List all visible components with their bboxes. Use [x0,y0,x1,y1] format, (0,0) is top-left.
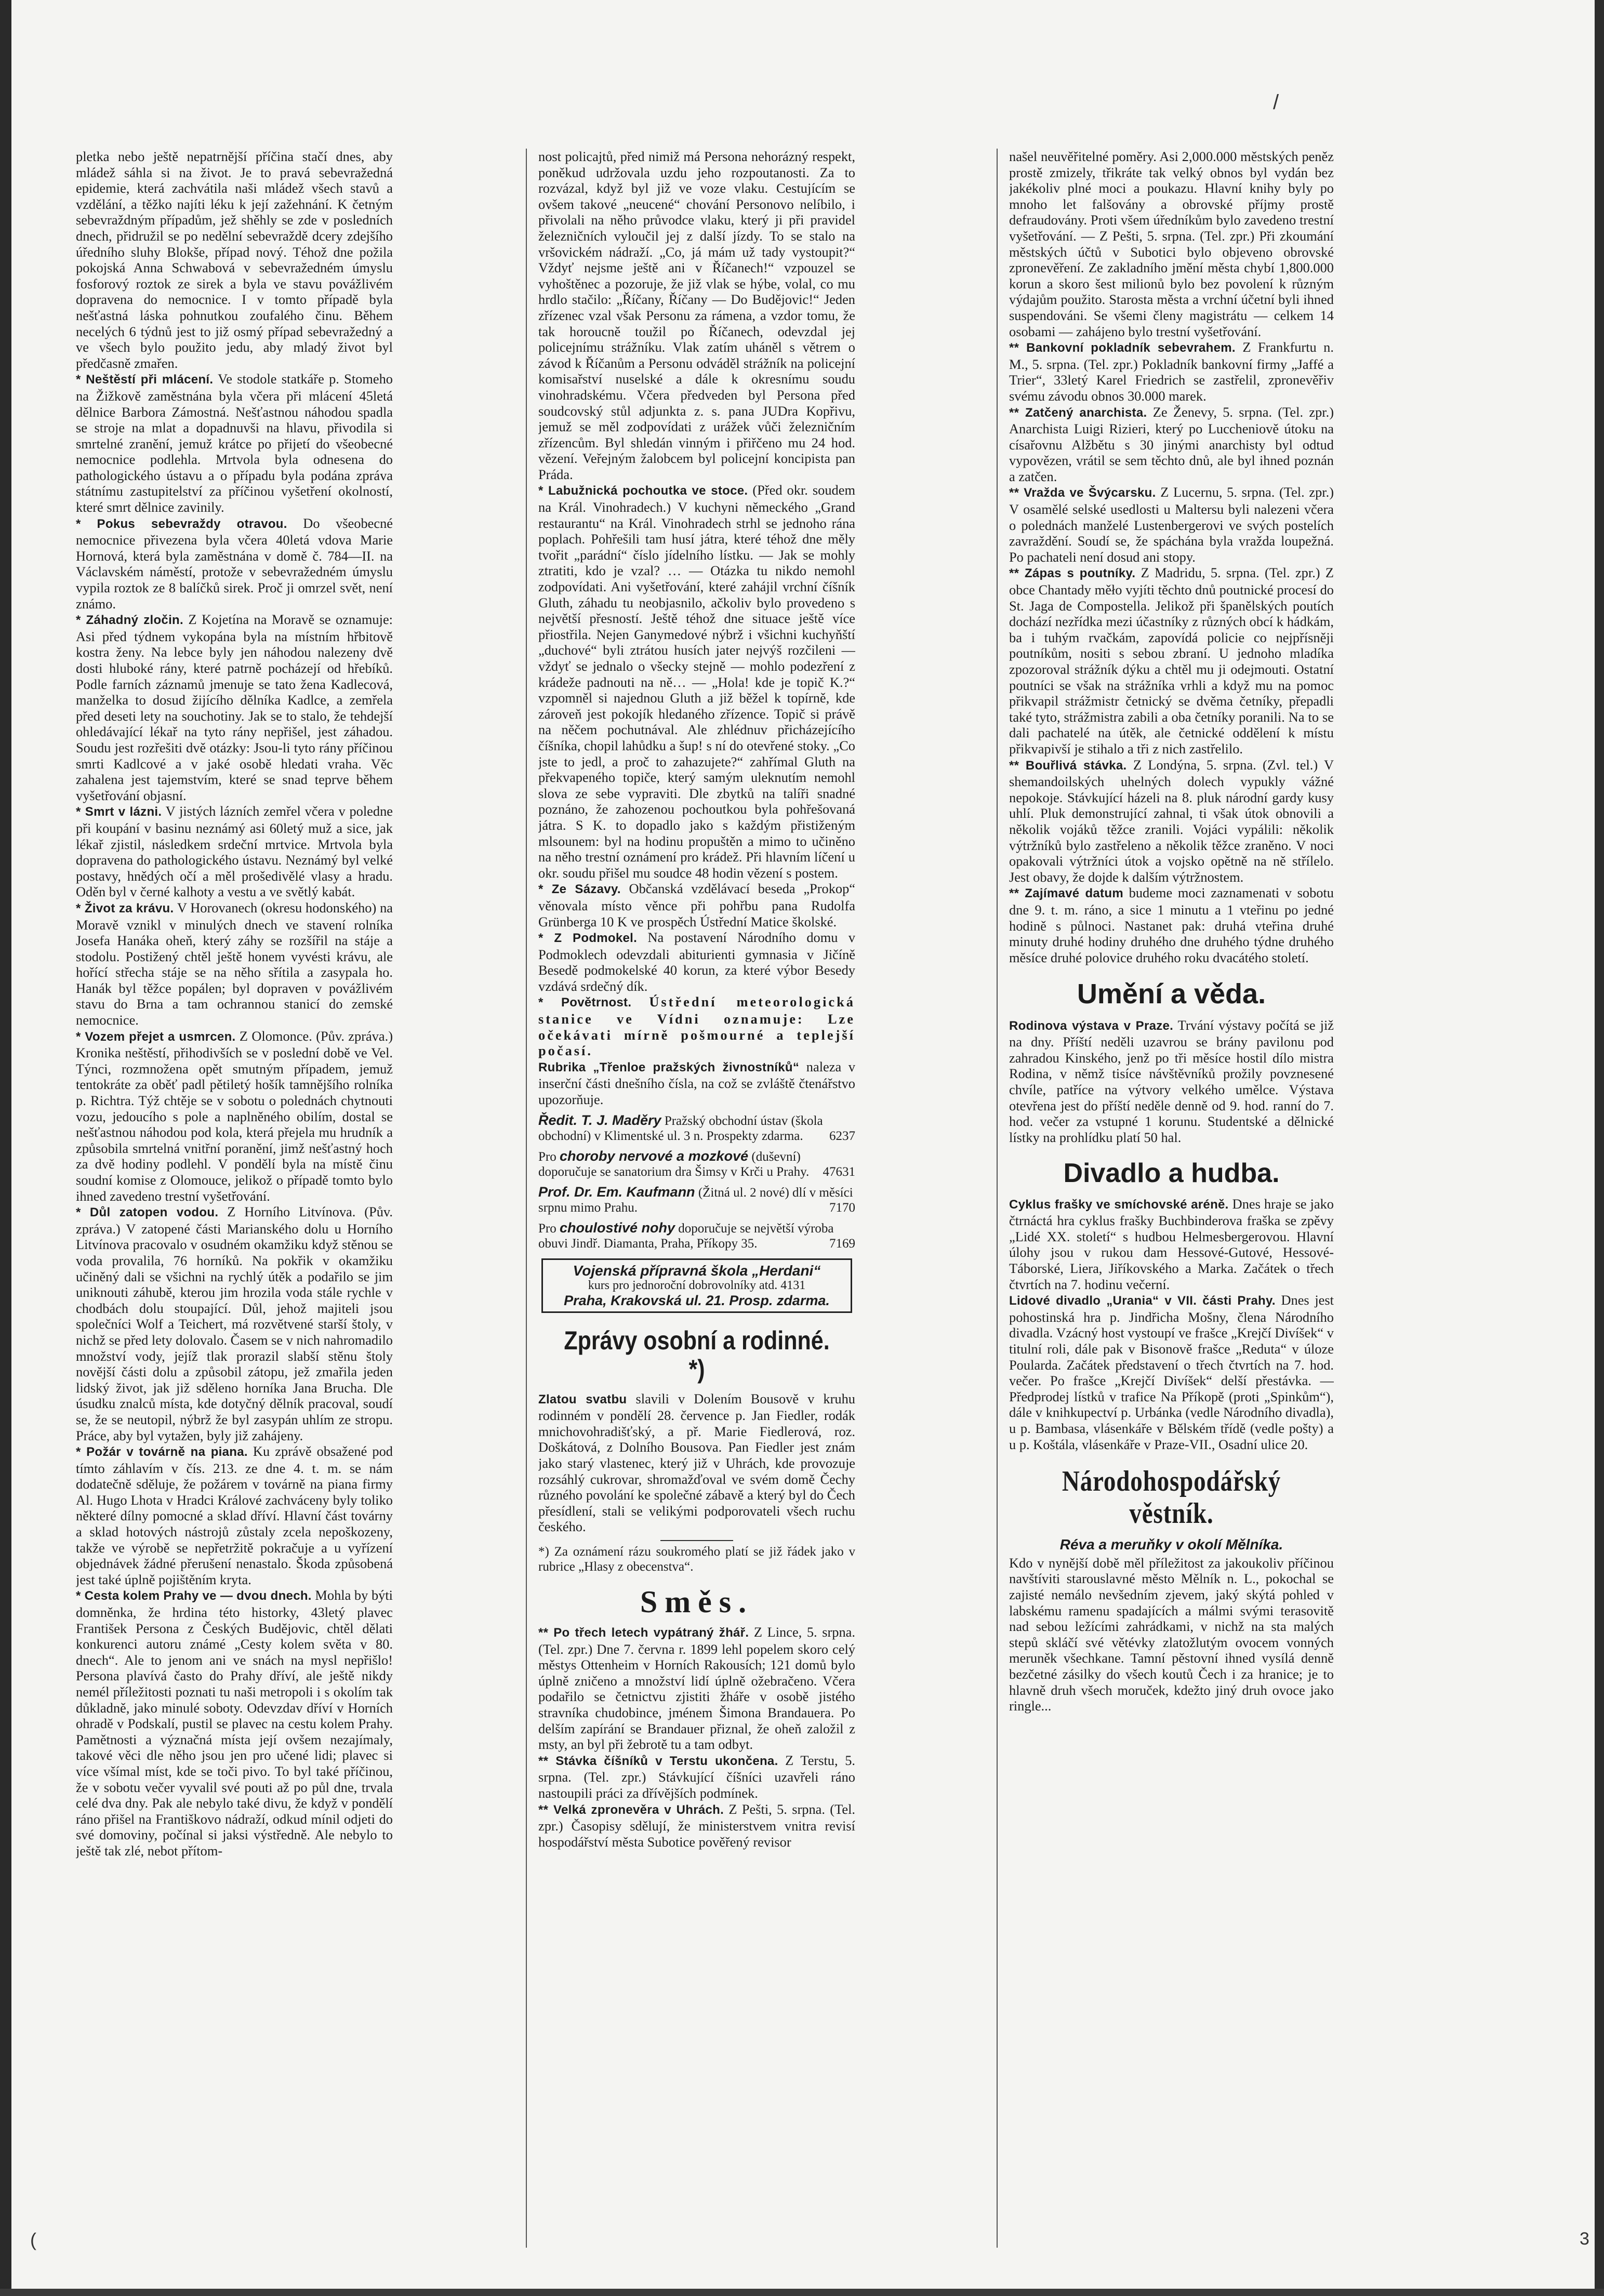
scan-edge-bottom [0,2289,1604,2296]
ad-heading: Ředit. T. J. Maděry [538,1112,661,1128]
column-right [1009,149,1334,2248]
article-paragraph [538,1391,855,1535]
article-text: Ve stodole statkáře p. Stomeho na Žižkově zaměstnána byla včera při mlácení 45letá dělnice Barbora Zámostná. Nešťastnou náhodou spadla se stroje na mlat a dopadnuvši na hlavu, přivodila si smrtelné zranění, jemuž krátce po přijetí do všeobecné nemocnice podlehla. Mrtvola byla odnesena do pathologického ústavu a o případu byla podána zpráva státnímu zastupitelství za příčinou vyšetření okolností, které smrt dělnice zavinily. [76,371,393,515]
article-text: budeme moci zaznamenati v sobotu dne 9. t. m. ráno, a sice 1 minutu a 1 vteřinu po jedné hodině s půlnoci. Nastanet pak: druhá vteřina druhé minuty druhé hodiny druhého dne druhého týdne druhého měsíce druhé polovice druhého roku dvacátého století. [1009,885,1334,965]
article-paragraph [76,515,393,612]
article-heading: Rubrika „Třenloe pražských živnostníků“ [538,1060,800,1074]
article-text: Z Lucernu, 5. srpna. (Tel. zpr.) V osamělé selské usedlosti u Maltersu byli nalezeni včera o polednách manželé Lustenbergerovi ve svých postelích zavraždění. Soudí se, že spáchána byla vražda loupežná. Po pachateli není dosud ani stopy. [1009,484,1334,565]
article-paragraph [76,371,393,515]
ad-number: 6237 [829,1129,855,1143]
scan-edge-right [1595,0,1604,2296]
article-text: Ústřední meteorologická stanice ve Vídni oznamuje: Lze očekávati mírně pošmourné a teplejší počasí. [538,994,855,1059]
article-paragraph [76,612,393,803]
article-paragraph [538,1059,855,1108]
article-paragraph [76,803,393,900]
ad-number: 47631 [823,1164,855,1179]
article-heading: * Neštěstí při mlácení. [76,373,214,387]
article-text: (Před okr. soudem na Král. Vinohradech.) V kuchyni německého „Grand restaurantu“ na Král. Vinohradech strhl se jednoho rána poplach. Pohřešili tam husí játra, které téhož dne měly tvořit „parádní“ číslo jídelního lístku. — Jak se mohly ztratiti, kdo je vzal? … — Otázka tu nikdo nemohl zodpovídati. Ani vyšetřování, které zahájil vrchní číšník Gluth, záhadu tu neobjasnilo, ačkoliv bylo provedeno s největší přesností. Ještě téhož dne situace ještě více přiostřila. Nejen Ganymedové nýbrž i všichni kuchyňští „duchové“ byli ztrátou husích jater nejvýš rozčileni — vždyť se jednalo o všecky stejně — mohlo podezření z krádeže padnouti na ně… — „Hola! kde je topič K.?“ vzpomněl si najednou Gluth a již běžel k topírně, kde zároveň jest pokojík hledaného zřízence. Topič si právě na něčem pochutnával. Ale zhlédnuv přicházejícího číšníka, chopil lahůdku a šup! s ní do otevřené stoky. „Co jste to jedl, a proč to zahazujete?“ zahřímal Gluth na překvapeného topiče, který samým uleknutím nemohl slova ze sebe vypraviti. Dle zbytků na talíři snadné poznáno, že zahozenou pochoutkou byla pohřešovaná játra. S K. to dopadlo jako s každým přistiženým mlsounem: byl na hodinu propuštěn a mimo to učiněno na něho trestní oznámení pro krádež. Při hlavním líčení u okr. soudu přišel mu soudce 48 hodin vězení s postem. [538,482,855,881]
article-paragraph [538,994,855,1058]
article-heading: * Záhadný zločin. [76,613,183,628]
ad-prefix: Pro [538,1149,556,1164]
article-paragraph [1009,757,1334,885]
article-heading: Zlatou svatbu [538,1392,627,1406]
article-paragraph [76,1028,393,1204]
article-paragraph [538,881,855,930]
article-heading: * Ze Sázavy. [538,882,621,897]
article-paragraph: pletka nebo ještě nepatrnější příčina stačí dnes, aby mládež sáhla si na život. Je to pravá sebevražedná epidemie, která zachvátila naši mládež všech stavů a vzdělání, a těžko najíti léku k její zažehnání. K četným sebevraždným případům, jež shěhly se zde v posledních dnech, přidružil se po nedělní sebevraždě dcery zdejšího úředního sluhy Blokše, případ nový. Téhož dne požila pokojská Anna Schwabová v sebevražedném úmyslu fosforový roztok ze sirek a byla ve stavu povážlivém dopravena do nemocnice. I v tomto případě byla nešťastná láska pohnutkou zoufalého činu. Během necelých 6 týdnů jest to již osmý případ sebevražedný a ve všech bylo použito jedu, aby mladý život byl předčasně zmařen. [76,149,393,371]
article-heading: ** Vražda ve Švýcarsku. [1009,486,1156,500]
article-paragraph [1009,404,1334,485]
ad-heading: choulostivé nohy [559,1219,675,1236]
article-paragraph [76,1587,393,1859]
article-paragraph [76,1443,393,1587]
article-text: slavili v Dolením Bousově v kruhu rodinném v pondělí 28. července p. Jan Fiedler, rodák mnichovohradišťský, a př. Marie Fiedlerová, roz. Doškátová, z Dolního Bousova. Pan Fiedler jest znám jako starý vlastenec, který již v Uhrách, kde provozuje rozsáhlý cukrovar, shromažďoval ve svém domě Čechy různého povolání ke společné zábavě a který byl do Čech přesídlení, stali se velikými podporovateli všech ruchu českého. [538,1390,855,1535]
article-text: Z Olomonce. (Pův. zpráva.) Kronika neštěstí, přihodivších se v poslední době ve Vel. Týnci, rozmnožena opět smutným případem, jemuž tentokráte za oběť padl pětiletý hošík tamnějšího rolníka p. Richtra. Týž chtěje se v sobotu o polednách chytnouti vozu, jedoucího s pole a naplněného obilím, dostal se nešťastnou náhodou pod kola, která přejela mu hrudník a způsobila smrtelná vnitřní poranění, jimž nešťastný hoch za dvě hodiny podlehl. V pondělí byla na místě činu soudní komise z Olomouce, jelikož o případě tomto bylo ihned zavedeno trestní vyšetřování. [76,1028,393,1204]
box-ad-line [548,1278,845,1293]
ad-text: doporučuje se největší výroba obuvi Jindř. Diamanta, Praha, Příkopy 35. [538,1221,834,1251]
article-paragraph: Kdo v nynější době měl příležitost za jakoukoliv příčinou navštíviti starouslavné město Mělník n. L., pokochal se zajisté nemálo nevšedním zjevem, jaký skýtá pohled v labskému ramenu spadajících a málmi svými terasovitě nad sebou ležícími zahrádkami, v nichž na sta malých stepů skláčí své větévky zlatožlutým ovocem vonných meruněk všechkane. Tamní pěstovní ihned vysílá denně bezčetné zásilky do všech koutů Čech i za hranice; je to hlavně druh všech moruček, kdežto jiný druh ovoce jako ringle... [1009,1555,1334,1714]
ad-heading: Prof. Dr. Em. Kaufmann [538,1184,695,1200]
section-heading-smes: Směs. [640,1584,754,1619]
boxed-advertisement [541,1258,852,1313]
column-rule-1 [526,149,527,2248]
footnote: *) Za oznámení rázu soukromého platí se již řádek jako v rubrice „Hlasy z obecenstva“. [538,1544,855,1574]
article-paragraph [1009,339,1334,404]
column-rule-2 [997,149,998,2248]
article-paragraph [538,1801,855,1850]
ad-number: 7170 [829,1200,855,1215]
left-margin-mark: ( [30,2229,36,2250]
article-heading: * Důl zatopen vodou. [76,1205,219,1220]
ad-text: (Žitná ul. 2 nové) dlí v měsíci srpnu mimo Prahu. [538,1185,853,1215]
article-text: Z Frankfurtu n. M., 5. srpna. (Tel. zpr.) Pokladník bankovní firmy „Jaffé a Trier“, 33letý Karel Friedrich se zastřelil, zpronevěřiv svému závodu obnos 30.000 marek. [1009,339,1334,404]
article-paragraph [1009,484,1334,565]
subsection-heading: Réva a meruňky v okolí Mělníka. [1059,1536,1283,1553]
article-heading: ** Velká zpronevěra v Uhrách. [538,1802,724,1817]
article-paragraph [76,1204,393,1443]
advertisement [538,1185,855,1215]
article-text: Trvání výstavy počítá se již na dny. Příští neděli uzavrou se brány pavilonu pod zahradou Kinského, jenž po tři měsíce hostil dílo mistra Rodina, v němž tisíce návštěvníků prožily povznesené chvíle, patříce na výtvory velkého umělce. Výstava otevřena jest do příští neděle denně od 9. hod. ranní do 7. hod. večer za vstupné 1 korunu. Studentské a dělnické lístky na prohlídku platí 50 hal. [1009,1017,1334,1145]
article-paragraph [1009,1017,1334,1146]
article-text: Do všeobecné nemocnice přivezena byla včera 40letá vdova Marie Hornová, která byla zaměstnána v domě č. 784—II. na Václavském náměstí, protože v sebevražedném úmyslu vypila roztok ze 8 balíčků sirek. Proč ji omrzel svět, není známo. [76,515,393,612]
article-heading: * Život za krávu. [76,901,174,915]
divider [660,1540,733,1541]
article-paragraph [76,900,393,1028]
article-text: Dnes hraje se jako čtrnáctá hra cyklus frašky Buchbinderova fraška se zpěvy „Lidé XX. století“ s hudbou Helmesbergerovou. Hlavní úlohy jsou v rukou dam Hessové-Gutové, Hessové-Táborské, Liera, Jiříkovského a Marka. Začátek o třech čtvrtích na 7. hodinu večerní. [1009,1196,1334,1292]
ad-number: 7169 [829,1236,855,1251]
article-text: V Horovanech (okresu hodonského) na Moravě vznikl v minulých dnech ve stavení rolníka Josefa Hanáka oheň, který záhy se rozšířil na stáje a stodolu. Postižený chtěl ještě honem vyvésti krávu, ale hořící střecha stáje se na něho sřítila a zasypala ho. Hanák byl těžce popálen; byl dopraven v povážlivém stavu do Brna a tam ochrannou stanicí do zemské nemocnice. [76,899,393,1028]
article-heading: * Cesta kolem Prahy ve — dvou dnech. [76,1589,312,1603]
article-text: Ze Ženevy, 5. srpna. (Tel. zpr.) Anarchista Luigi Rizieri, který po Luccheniově útoku na císařovnu Alžbětu s 30 jinými anarchisty byl odtud vypovězen, vrátil se sem těchto dnů, ale byl ihned poznán a zatčen. [1009,404,1334,484]
article-text: Z Terstu, 5. srpna. (Tel. zpr.) Stávkující číšníci uzavřeli ráno nastoupili práci za dřívějších podmínek. [538,1752,855,1801]
article-heading: ** Po třech letech vypátraný žhář. [538,1625,749,1640]
box-ad-heading: Vojenská přípravná škola „Herdani“ [573,1262,821,1279]
box-ad-address: Praha, Krakovská ul. 21. Prosp. zdarma. [564,1292,830,1308]
article-heading: Cyklus frašky ve smíchovské aréně. [1009,1197,1229,1212]
right-margin-mark: 3 [1580,2229,1589,2249]
article-heading: Lidové divadlo „Urania“ v VII. části Prahy. [1009,1294,1276,1308]
article-paragraph [538,1624,855,1753]
advertisement [538,1149,855,1179]
article-text: Z Madridu, 5. srpna. (Tel. zpr.) Z obce Chantady měło vyjíti těchto dnů poutnické procesí do St. Jaga de Compostella. Jelikož při španělských poutích dochází nezřídka mezi účastníky z různých obcí k hádkám, ba i tuhým rvačkám, zapovídá policie co nejpřísněji poutníkům, nositi s sebou zbraní. U jednoho mladíka zpozoroval strážník dýku a chtěl mu ji odejmouti. Ostatní poutníci se však na strážníka vrhli a když mu na pomoc přikvapil strážmistr četnický se dvěma četníky, přepadli také tyto, strážmistra zabili a oba četníky poranili. Na to se dali pachatelé na útěk, ale četnické oddělení k místu přikvapivší je stihalo a tři z nich zastřelilo. [1009,565,1334,757]
article-paragraph [1009,565,1334,757]
article-text: Z Pešti, 5. srpna. (Tel. zpr.) Časopisy sdělují, že ministerstvem vnitra revisí hospodářství města Subotice pověřený revisor [538,1801,855,1850]
article-heading: ** Zatčený anarchista. [1009,405,1147,420]
article-text: Z Kojetína na Moravě se oznamuje: Asi před týdnem vykopána byla na místním hřbitově kostra ženy. Na lebce byly jen náhodou nalezeny dvě dosti hluboké rány, které patrně pocházejí od hřebíků. Podle farních záznamů jmenuje se tato žena Kadlecová, manželka to dosud žijícího dělníka Kadlce, a zemřela před deseti lety na souchotiny. Jak se to stalo, že tehdejší ohledávající lékař na tyto rány nepřišel, jest záhadou. Soudu jest rozřešiti dvě otázky: Jsou-li tyto rány příčinou smrti Kadlcové a v jaké osobě hledati vraha. Věc zahalena jest tajemstvím, které se snad teprve během vyšetřování objasní. [76,612,393,803]
article-text: Z Londýna, 5. srpna. (Zvl. tel.) V shemandoilských uhelných dolech vypukly vážné nepokoje. Stávkující házeli na 8. pluk národní gardy kusy uhlí. Pluk demonstrující zahnal, ti však útok obnovili a několik vojáků těžce zranili. Vojáci vypálili: několik výtržníků bylo zastřeleno a několik těžce zraněno. V noci opakovali výtržníci útok a vojsko opětně na ně střílelo. Jest obavy, že dojde k dalším výtržnostem. [1009,757,1334,885]
article-paragraph [1009,885,1334,965]
advertisement [538,1113,855,1144]
article-text: naleza v inserční části dnešního čísla, na což se zvláště čtenářstvo upozorňuje. [538,1058,855,1108]
article-text: Z Horního Litvínova. (Pův. zpráva.) V zatopené části Marianského dolu u Horního Litvínova pracovalo v osudném okamžiku když stěnou se voda provalila, 76 horníků. Na pokřik v okamžiku učiněný dali se všichni na rychlý útěk a podařilo se jim uniknouti záhubě, kterou jim hrozila voda stále rychle v chodbách dolu stoupající. Důl, jehož majiteli jsou společníci Wolf a Teichert, má rozvětvené starší štoly, v nichž se před lety dolovalo. Časem se v nich nahromadilo množství vody, jejíž tlak prorazil slabší stěnu štoly novější části dolu a způsobil zátopu, jež zmařila jeden lidský život, jak již sděleno horníka Jana Brucha. Dle úsudku znalců místa, kde dotyčný dělník pracoval, soudí se, že se neutopil, nýbrž že byl zasypán uhlím ze stropu. Práce, aby byl vytažen, byly již zahájeny. [76,1204,393,1443]
article-heading: ** Bouřlivá stávka. [1009,758,1127,773]
article-paragraph: nost policajtů, před nimiž má Persona nehorázný respekt, poněkud udržovala uzdu jeho rozpoutanosti. Za to rozvázal, když byl již ve voze vlaku. Cestujícím se ovšem takové „neucené“ chování Personovo nelíbilo, i přivolali na něho průvodce vlaku, který ji při pravidel železničních vyloučil jej z další jízdy. To se stalo na vršovickém nádraží. „Co, já mám už tady vystoupit?“ Vždyť nejsme ještě ani v Říčanech!“ vzpouzel se vyhoštěnec a pozoruje, že již vlak se hýbe, volal, co mu hrdlo stačilo: „Říčany, Říčany — Do Budějovic!“ Jeden zřízenec vzal však Personu za rámena, a vzdor tomu, že tak horoucně toužil po Říčanech, odevzdal jej policejnímu strážníku. Vlak zatím uháněl s větrem o závod k Říčanům a Personu odváděl strážník na policejní komisařství nuselské a dále k okresnímu soudu vinohradskému. Včera předveden byl Persona před soudcovský stůl adjunkta z. s. pana JUDra Kopřivu, jemuž se měl zodpovídati z urážek vůči železničním zřízencům. Byl shledán vinným i přiřčeno mu 24 hod. vězení. Veřejným žalobcem byl policejní koncipista pan Práda. [538,149,855,482]
box-ad-text: kurs pro jednoroční dobrovolníky atd. [588,1278,778,1292]
article-heading: * Smrt v lázni. [76,805,162,819]
article-text: Dnes jest pohostinská hra p. Jindřicha Mošny, člena Národního divadla. Vzácný host vystoupí ve frašce „Krejčí Divíšek“ v titulní roli, dále pak v Bisonově frašce „Reduta“ v úloze Poularda. Začátek představení o třech čtvrtích na 7. hod. večer. Po frašce „Krejčí Divíšek“ delší přestávka. — Předprodej lístků v trafice Na Příkopě (proti „Spinkům“), dále v knihkupectví p. Urbánka (vedle Národního divadla), u p. Bambasa, vlásenkáře v Bělském třídě (vedle pošty) a u p. Koštála, vlásenkáře v Praze-VII., Osadní ulice 20. [1009,1292,1334,1452]
section-heading-divadlo: Divadlo a hudba. [1063,1158,1280,1189]
article-paragraph [538,1753,855,1801]
corner-mark: / [1273,91,1279,114]
article-paragraph: našel neuvěřitelné poměry. Asi 2,000.000 městských peněz prostě zmizely, třikráte tak velký obnos byl vydán bez jakékoliv plné moci a poukazu. Hlavní knihy byly po mnoho let falšovány a obrovské příjmy prostě defraudovány. Proti všem úředníkům bylo zavedeno trestní vyšetřování. — Z Pešti, 5. srpna. (Tel. zpr.) Při zkoumání městských účtů v Subotici bylo objeveno obrovské zpronevěření. Ze zakladního jmění města chybí 1,800.000 korun a skoro šest milionů bylo bez povolení k různým výdajům použito. Starosta města a vrchní účetní byli ihned suspendováni. Se všemi členy magistrátu — celkem 14 osobami — zahájeno bylo trestní vyšetřování. [1009,149,1334,339]
ad-text: (duševní) doporučuje se sanatorium dra Šimsy v Krči u Prahy. [538,1149,810,1179]
section-heading-umeni: Umění a věda. [1077,978,1266,1010]
column-middle [538,149,855,2248]
column-left [76,149,393,2248]
article-text: Z Lince, 5. srpna. (Tel. zpr.) Dne 7. června r. 1899 lehl popelem skoro celý městys Ottenheim v Horních Rakousích; 121 domů bylo úplně zničeno a množství lidí úplně ožebračeno. Včera podařilo se četnictvu zjistiti žháře v osobě jistého stravníka chudobince, jménem Šimona Brandauera. Po delším zapírání se Brandauer přiznal, že oheň založil z msty, an byl při žebrotě tu a tam odbyt. [538,1624,855,1753]
article-heading: * Labužnická pochoutka ve stoce. [538,484,748,498]
ad-text: Pražský obchodní ústav (škola obchodní) v Klimentské ul. 3 n. Prospekty zdarma. [538,1113,823,1143]
article-heading: ** Stávka číšníků v Terstu ukončena. [538,1754,778,1768]
article-heading: ** Zápas s poutníky. [1009,566,1136,581]
article-text: Občanská vzdělávací beseda „Prokop“ věnovala místo věnce při pohřbu pana Rudolfa Grünberga 10 K ve prospěch Ústřední Matice školské. [538,881,855,930]
section-heading-osobni: Zprávy osobní a rodinné. *) [564,1325,830,1384]
article-heading: * Požár v továrně na piana. [76,1445,248,1459]
article-paragraph [538,930,855,994]
scan-edge-left [0,0,11,2296]
article-text: Na postavení Národního domu v Podmoklech odevzdali abiturienti gymnasia v Jičíně Besedě podmokelské 40 korun, za které výbor Besedy vzdává srdečný dík. [538,930,855,994]
article-heading: ** Bankovní pokladník sebevrahem. [1009,341,1236,355]
article-paragraph [538,482,855,881]
article-heading: * Povětrnost. [538,996,632,1010]
article-heading: ** Zajímavé datum [1009,886,1123,901]
ad-heading: choroby nervové a mozkové [559,1148,749,1164]
section-heading-narodohospodarsky: Národohospodářský věstník. [1062,1465,1281,1530]
ad-prefix: Pro [538,1221,556,1236]
article-heading: * Z Podmokel. [538,931,638,946]
article-text: Ku zprávě obsažené pod tímto záhlavím v čís. 213. ze dne 4. t. m. se nám dodatečně sděluje, že požárem v továrně na piana firmy Al. Hugo Lhota v Hradci Králové zachváceny byly toliko některé dílny pomocné a sklad dříví. Hlavní část továrny a sklad hotových nástrojů zůstaly zcela nepoškozeny, takže ve výrobě se nepřetržitě pokračuje a u vyřízení objednávek žádné přerušení nenastalo. Škoda způsobená jest také úplně pojištěním kryta. [76,1443,393,1587]
advertisement [538,1220,855,1251]
article-heading: * Vozem přejet a usmrcen. [76,1029,236,1044]
article-heading: Rodinova výstava v Praze. [1009,1018,1174,1033]
article-heading: * Pokus sebevraždy otravou. [76,516,287,531]
article-text: V jistých lázních zemřel včera v poledne při koupání v basinu neznámý asi 60letý muž a sice, jak lékař zjistil, následkem srdeční mrtvice. Mrtvola byla dopravena do pathologického ústavu. Neznámý byl velké postavy, hnědých očí a měl prošedivělé vlasy a hradu. Oděn byl v černé kalhoty a vestu a ve světlý kabát. [76,803,393,900]
article-text: Mohla by býti domněnka, že hrdina této historky, 43letý plavec František Persona z Českých Budějovic, chtěl dělati konkurenci autoru známé „Cesty kolem světa v 80. dnech“. Ale to jenom ani ve snách na mysl nepřišlo! Persona plavívá často do Prahy dříví, ale ještě nikdy nemél příležitosti poznati tu naši metropoli i s okolím tak důkladně, jako minulé soboty. Odevzdav dříví v Horních ohradě v Podskalí, pustil se plavec na cestu kolem Prahy. Pamětnosti a význačná místa její ovšem nezajímaly, takové věci dle něho jsou jen pro učené lidi; plavec si více všímal míst, kde se toči pivo. To byl také příčinou, že v sobotu večer vyvalil své pouti až po půl dne, trvala celé dva dny. Pak ale nebylo také divu, že když v pondělí ráno přišel na Františkovo nádraží, odkud mínil odjeti do své domoviny, počínal si jaksi výstředně. Ale nebylo to ještě tak zlé, nebot přítom- [76,1587,393,1859]
box-ad-number: 4131 [780,1278,806,1292]
article-paragraph [1009,1196,1334,1293]
article-paragraph [1009,1292,1334,1452]
